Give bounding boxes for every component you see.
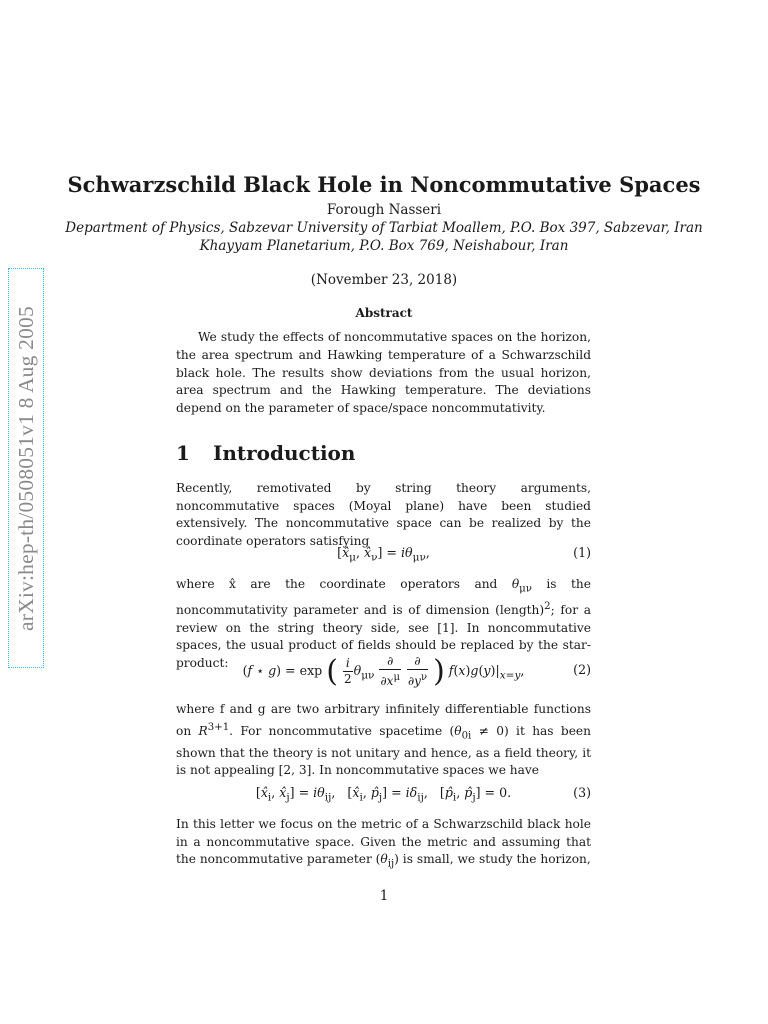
r-superscript: 3+1 (207, 721, 230, 733)
equation-2-number: (2) (573, 662, 591, 677)
equation-3-number: (3) (573, 785, 591, 800)
abstract-text: We study the effects of noncommutative spaces on the horizon, the area spectrum and Hawking temperature of a Schwarzschild black hole. The results show deviations from the usual horizon, area spectrum and the Hawking temperature. The deviations depend on the parameter of space/space noncommutativity. (176, 330, 591, 416)
paragraph-3-b: . For noncommutative spacetime ( (229, 723, 455, 738)
section-heading (176, 441, 355, 465)
theta-subscript: μν (519, 583, 532, 595)
paragraph-3-a: where f and g are two arbitrary infinitely differentiable functions on (176, 702, 591, 738)
equation-1 (176, 545, 591, 569)
equation-2 (176, 654, 591, 689)
section-title: Introduction (213, 441, 356, 465)
arxiv-stamp-text: arXiv:hep-th/0508051v1 8 Aug 2005 (13, 305, 38, 631)
equation-3-body: [$x̂_i$, $x̂_j] = i\theta_{ij}$, [$x̂_i$, $p̂_j] = i\delta_{ij}$, [$p̂_i$, $p̂_j] = 0$. (255, 785, 512, 804)
equation-3 (176, 785, 591, 809)
paper-title: Schwarzschild Black Hole in Noncommutative Spaces (67, 172, 701, 197)
equation-1-body: [$x̂_\mu$, $x̂_\nu] = i\theta_{\mu\nu}$, (337, 545, 430, 564)
equation-2-body: (f ⋆ g) = exp ( $\frac{i}{2}$ $\theta_{\mu\nu}$ $\frac{\partial}{\partial x^\mu}$ $\frac{\partial}{\partial y^\nu}$ ) $f(x)g(y)|_{x=y}$, (242, 654, 525, 689)
paragraph-4-b: ) is small, we study the horizon, (394, 852, 591, 867)
abstract-heading: Abstract (355, 306, 413, 320)
length-exponent: 2 (544, 601, 551, 613)
section-number: 1 (176, 441, 190, 465)
paragraph-1: Recently, remotivated by string theory arguments, noncommutative spaces (Moyal plane) have been studied extensively. The noncommutative space can be realized by the coordinate operators satisfying (176, 481, 591, 548)
paragraph-2-a: where x̂ are the coordinate operators and (176, 577, 512, 591)
theta-ij-symbol: θ (380, 852, 388, 867)
paper-date: (November 23, 2018) (310, 272, 458, 288)
author-name: Forough Nasseri (326, 202, 442, 218)
equation-1-number: (1) (573, 545, 591, 560)
r-symbol: R (198, 723, 208, 738)
theta-symbol: θ (511, 577, 520, 591)
theta-0i-symbol: θ (454, 723, 462, 738)
arxiv-stamp[interactable] (8, 268, 44, 668)
paragraph-4-a: In this letter we focus on the metric of a Schwarzschild black hole in a noncommutative space. Given the metric and assuming that the noncommutative parameter ( (176, 817, 591, 867)
theta-0i-subscript: 0i (461, 730, 472, 742)
paragraph-4 (176, 816, 591, 873)
paragraph-3 (176, 701, 591, 780)
paragraph-2-b: is the noncommutativity parameter and is of dimension (length) (176, 577, 591, 618)
affiliation-2: Khayyam Planetarium, P.O. Box 769, Neishabour, Iran (199, 238, 569, 254)
affiliation-1: Department of Physics, Sabzevar University of Tarbiat Moallem, P.O. Box 397, Sabzevar, Iran (65, 220, 703, 236)
theta-ij-subscript: ij (387, 858, 395, 870)
paragraph-3-d: it has been shown that the theory is not unitary and hence, as a field theory, it is not appealing [2, 3]. In noncommutative spaces we have (176, 723, 591, 778)
paragraph-2-c: ; for a review on the string theory side, see [1]. In noncommutative spaces, the usual product of fields should be replaced by the star-product: (176, 603, 592, 670)
page-number: 1 (379, 888, 389, 904)
paragraph-3-c: ≠ 0) (471, 723, 509, 738)
